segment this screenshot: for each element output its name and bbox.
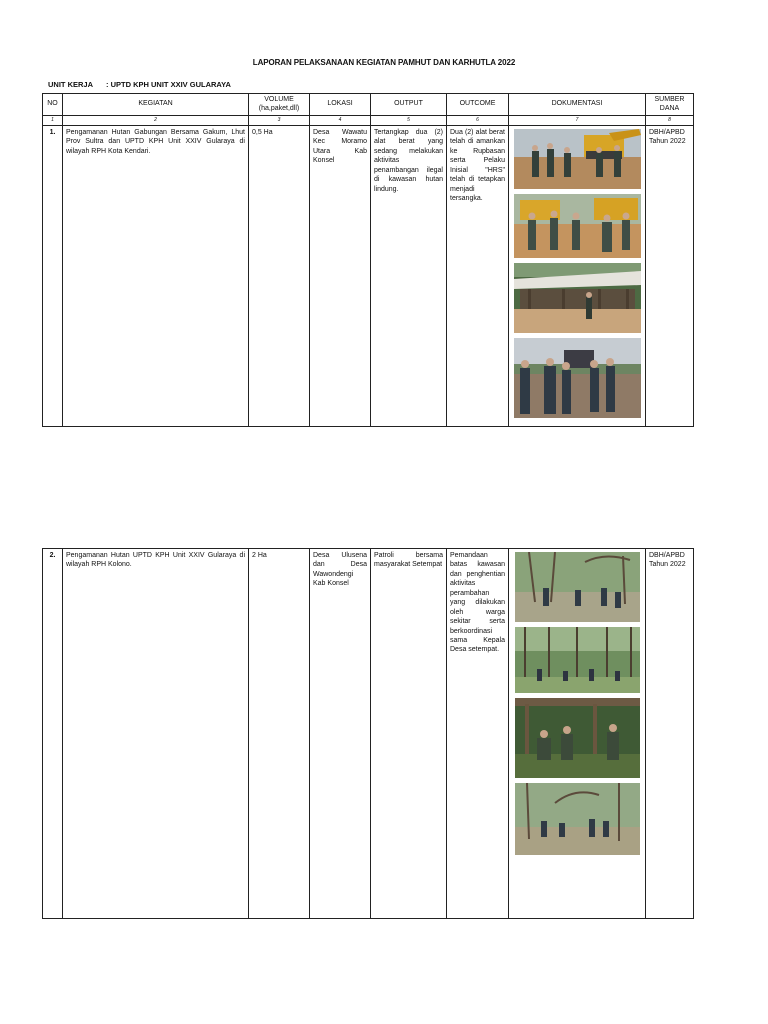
header-lokasi: LOKASI [310, 94, 371, 116]
col-number: 4 [310, 116, 371, 126]
header-sumber: SUMBER DANA [646, 94, 694, 116]
outcome-cell: Dua (2) alat berat telah di amankan ke Rupbasan serta Pelaku Inisial "HRS" telah di tetapkan menjadi tersangka. [447, 126, 509, 427]
kegiatan-cell: Pengamanan Hutan UPTD KPH Unit XXIV Gularaya di wilayah RPH Kolono. [63, 549, 249, 919]
hut-meeting-photo [515, 698, 640, 778]
output-cell: Patroli bersama masyarakat Setempat [371, 549, 447, 919]
team-with-excavator-photo [514, 338, 641, 418]
output-cell: Tertangkap dua (2) alat berat yang sedang melakukan aktivitas penambangan ilegal di kawasan hutan lindung. [371, 126, 447, 427]
col-number: 3 [249, 116, 310, 126]
row-number: 2. [43, 549, 63, 919]
forest-gathering-photo [515, 627, 640, 693]
kegiatan-cell: Pengamanan Hutan Gabungan Bersama Gakum, Lhut Prov Sultra dan UPTD KPH Unit XXIV Gularaya di wilayah RPH Kota Kendari. [63, 126, 249, 427]
volume-cell: 2 Ha [249, 549, 310, 919]
report-table-1 [42, 93, 694, 427]
header-volume: VOLUME (ha,paket,dll) [249, 94, 310, 116]
header-output: OUTPUT [371, 94, 447, 116]
excavator-site-photo [514, 129, 641, 189]
forest-boundary-photo [515, 783, 640, 855]
row-number: 1. [43, 126, 63, 427]
report-table-2 [42, 548, 694, 919]
forest-patrol-photo [515, 552, 640, 622]
shelter-building-photo [514, 263, 641, 333]
outcome-cell: Pemandaan batas kawasan dan penghentian aktivitas perambahan yang dilakukan oleh warga sekitar serta berkoordinasi sama Kepala Desa setempat. [447, 549, 509, 919]
header-kegiatan: KEGIATAN [63, 94, 249, 116]
column-number-row [43, 116, 694, 126]
lokasi-cell: Desa Wawatu Kec Moramo Utara Kab Konsel [310, 126, 371, 427]
dokumentasi-cell [509, 126, 646, 427]
table-row [43, 126, 694, 427]
col-number: 2 [63, 116, 249, 126]
header-dokumentasi: DOKUMENTASI [509, 94, 646, 116]
lokasi-cell: Desa Ulusena dan Desa Wawondengi Kab Konsel [310, 549, 371, 919]
header-row [43, 94, 694, 116]
col-number: 1 [43, 116, 63, 126]
unit-label: UNIT KERJA [48, 80, 94, 89]
sumber-cell: DBH/APBD Tahun 2022 [646, 126, 694, 427]
officers-at-excavator-photo [514, 194, 641, 258]
dokumentasi-cell [509, 549, 646, 919]
report-title: LAPORAN PELAKSANAAN KEGIATAN PAMHUT DAN KARHUTLA 2022 [252, 58, 516, 67]
sumber-cell: DBH/APBD Tahun 2022 [646, 549, 694, 919]
unit-kerja [48, 80, 231, 89]
col-number: 7 [509, 116, 646, 126]
table-row [43, 549, 694, 919]
unit-value: : UPTD KPH UNIT XXIV GULARAYA [106, 80, 231, 89]
col-number: 5 [371, 116, 447, 126]
header-outcome: OUTCOME [447, 94, 509, 116]
volume-cell: 0,5 Ha [249, 126, 310, 427]
header-no: NO [43, 94, 63, 116]
col-number: 8 [646, 116, 694, 126]
col-number: 6 [447, 116, 509, 126]
